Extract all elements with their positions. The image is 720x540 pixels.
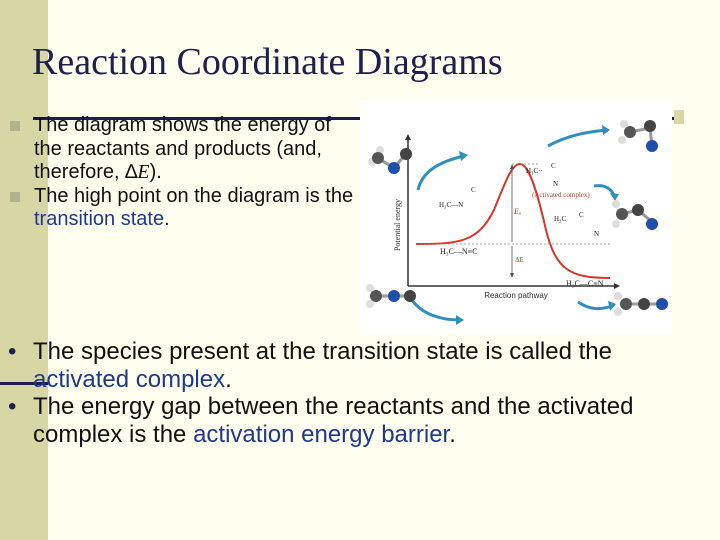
top-bullet-list — [10, 114, 360, 232]
right-structure-carbon: C — [579, 211, 584, 219]
molecule-models — [360, 100, 672, 334]
reactant-formula: H₃C—N≡C — [440, 247, 478, 256]
round-bullet-icon: • — [8, 393, 17, 420]
key-term: activated complex — [33, 365, 226, 393]
ts-nitrogen: N — [553, 180, 559, 188]
bullet-text: The diagram shows the energy of the reactants and products (and, therefore, ∆ — [34, 114, 331, 183]
right-structure-nitrogen: N — [594, 230, 600, 238]
square-bullet-icon — [10, 121, 20, 131]
bullet-text-end: ). — [149, 161, 162, 183]
activated-complex-label: (Activated complex) — [532, 191, 590, 199]
slide-title: Reaction Coordinate Diagrams — [32, 41, 503, 83]
bullet-text: The high point on the diagram is the — [34, 184, 354, 207]
bullet-item — [8, 393, 708, 448]
delta-e-label: ΔE — [515, 256, 524, 264]
left-structure-carbon: C — [471, 186, 476, 194]
round-bullet-icon: • — [8, 338, 17, 365]
bullet-text-end: . — [449, 420, 456, 448]
y-axis-label: Potential energy — [393, 198, 402, 252]
bullet-text: The energy gap between the reactants and the activated complex is the — [33, 393, 634, 448]
bullet-item — [10, 114, 360, 185]
ea-label: Eₐ — [514, 207, 522, 216]
decorative-square — [674, 110, 684, 124]
bullet-item — [10, 185, 360, 232]
molecule-reactant-bent-icon — [368, 146, 412, 174]
bullet-item — [8, 338, 708, 393]
bottom-bullet-list — [8, 338, 708, 448]
product-formula: H₃C—C≡N — [566, 279, 604, 288]
ts-carbon: C — [551, 162, 556, 170]
bullet-text: The species present at the transition state is called the — [33, 338, 612, 365]
key-term: transition state — [34, 208, 165, 230]
bullet-italic-text: E — [137, 161, 150, 183]
square-bullet-icon — [10, 192, 20, 202]
x-axis-label: Reaction pathway — [484, 291, 548, 300]
molecule-product-bent-icon — [612, 200, 658, 230]
molecule-reactant-linear-icon — [366, 284, 416, 308]
molecule-product-linear-icon — [614, 292, 668, 316]
molecule-transition-state-icon — [618, 120, 658, 152]
ts-formula-top: H₃C·· — [526, 167, 543, 175]
bullet-text-end: . — [225, 365, 232, 393]
key-term: activation energy barrier — [193, 420, 450, 448]
bullet-text-end: . — [164, 208, 170, 230]
left-structure-formula: H₃C—N — [439, 201, 464, 209]
right-structure-formula: H₃C — [554, 215, 567, 223]
